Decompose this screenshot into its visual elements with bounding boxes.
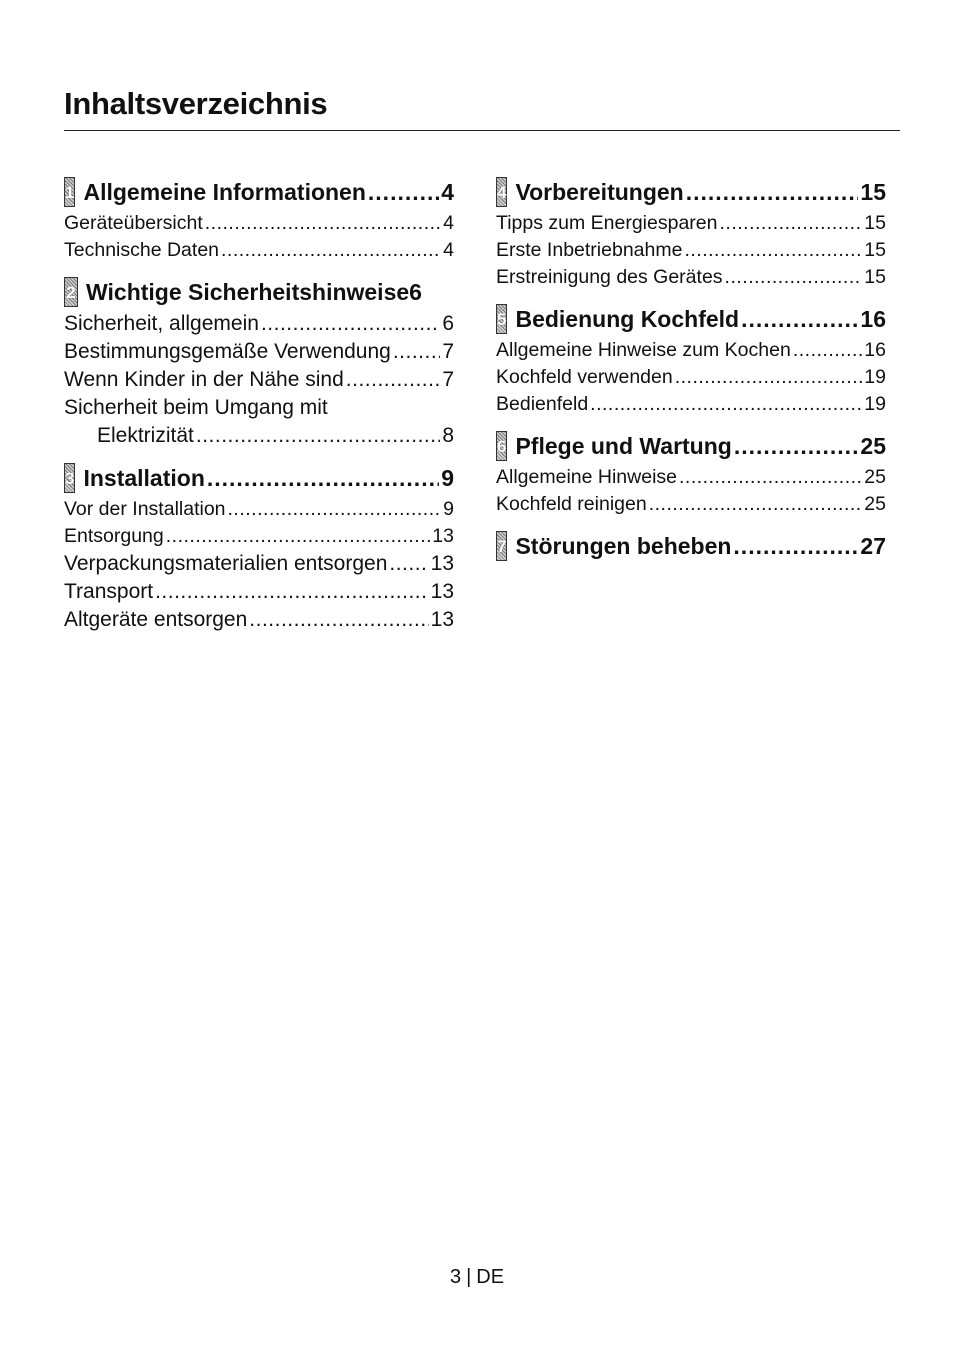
entry-page-number: 19: [864, 366, 886, 388]
entry-page-number: 4: [443, 212, 454, 234]
toc-entry[interactable]: [496, 491, 886, 518]
leader-dots: [228, 496, 442, 523]
entry-page-number: 7: [442, 368, 454, 391]
entry-label: Sicherheit, allgemein: [64, 312, 259, 335]
section-title: Vorbereitungen: [515, 179, 684, 205]
entry-label: Technische Daten: [64, 239, 220, 261]
toc-section-heading[interactable]: [64, 460, 454, 496]
toc-section-5: [496, 301, 886, 418]
footer-language: DE: [476, 1266, 505, 1288]
section-title: Installation: [83, 465, 205, 491]
leader-dots: [261, 310, 440, 338]
leader-dots: [590, 391, 862, 418]
entry-page-number: 16: [864, 339, 886, 361]
toc-section-4: [496, 174, 886, 291]
toc-entry[interactable]: [64, 606, 454, 634]
leader-dots: [221, 237, 441, 264]
toc-entry[interactable]: [64, 550, 454, 578]
toc-entry[interactable]: [496, 210, 886, 237]
section-page-number: 9: [441, 465, 454, 491]
entry-page-number: 25: [864, 493, 886, 515]
section-page-number: 25: [860, 433, 886, 459]
toc-section-1: [64, 174, 454, 264]
entry-label: Kochfeld verwenden: [496, 366, 673, 388]
leader-dots: [205, 210, 441, 237]
leader-dots: [733, 528, 858, 564]
toc-entry[interactable]: [496, 364, 886, 391]
section-number-badge: 4: [496, 177, 507, 207]
entry-label: Entsorgung: [64, 525, 164, 547]
entry-label: Tipps zum Energiesparen: [496, 212, 718, 234]
entry-page-number: 13: [430, 580, 454, 603]
leader-dots: [734, 428, 859, 464]
leader-dots: [679, 464, 862, 491]
toc-entry[interactable]: [64, 422, 454, 450]
entry-label: Elektrizität: [97, 424, 194, 447]
footer-separator: |: [466, 1266, 472, 1288]
entry-label: Vor der Installation: [64, 498, 226, 520]
toc-entry[interactable]: [64, 310, 454, 338]
entry-label: Erstreinigung des Gerätes: [496, 266, 723, 288]
leader-dots: [368, 174, 439, 210]
leader-dots: [393, 338, 440, 366]
leader-dots: [207, 460, 439, 496]
section-number-badge: 7: [496, 531, 507, 561]
entry-label: Transport: [64, 580, 154, 603]
leader-dots: [196, 422, 440, 450]
entry-label: Wenn Kinder in der Nähe sind: [64, 368, 344, 391]
section-title: Allgemeine Informationen: [83, 179, 366, 205]
leader-dots: [725, 264, 863, 291]
entry-page-number: 13: [430, 552, 454, 575]
toc-section-heading[interactable]: [64, 274, 454, 310]
leader-dots: [719, 210, 862, 237]
section-number-badge: 3: [64, 463, 75, 493]
entry-page-number: 9: [443, 498, 454, 520]
toc-entry[interactable]: [496, 337, 886, 364]
entry-page-number: 25: [864, 466, 886, 488]
toc-entry[interactable]: [496, 391, 886, 418]
section-page-number: 27: [860, 533, 886, 559]
leader-dots: [793, 337, 862, 364]
leader-dots: [649, 491, 863, 518]
entry-page-number: 7: [442, 340, 454, 363]
toc-entry[interactable]: [496, 237, 886, 264]
toc-section-heading[interactable]: [496, 428, 886, 464]
entry-page-number: 15: [864, 266, 886, 288]
leader-dots: [155, 578, 429, 606]
section-page-number: 6: [409, 279, 422, 305]
entry-page-number: 19: [864, 393, 886, 415]
entry-label: Bedienfeld: [496, 393, 589, 415]
entry-label: Erste Inbetriebnahme: [496, 239, 683, 261]
section-number-badge: 5: [496, 304, 507, 334]
section-page-number: 4: [441, 179, 454, 205]
page-title: Inhaltsverzeichnis: [64, 86, 328, 121]
toc-section-6: [496, 428, 886, 518]
toc-section-2: [64, 274, 454, 450]
leader-dots: [389, 550, 428, 578]
toc-column-right: [496, 174, 886, 574]
section-number-badge: 1: [64, 177, 75, 207]
leader-dots: [675, 364, 863, 391]
toc-entry[interactable]: [64, 210, 454, 237]
entry-page-number: 15: [864, 239, 886, 261]
leader-dots: [684, 237, 862, 264]
section-page-number: 15: [860, 179, 886, 205]
toc-entry[interactable]: [64, 237, 454, 264]
leader-dots: [741, 301, 858, 337]
footer-page-number: 3: [449, 1266, 462, 1288]
title-divider: [64, 130, 900, 131]
toc-entry[interactable]: [64, 366, 454, 394]
entry-label: Verpackungsmaterialien entsorgen: [64, 552, 388, 575]
toc-entry[interactable]: [496, 464, 886, 491]
entry-page-number: 8: [442, 424, 454, 447]
entry-label: Bestimmungsgemäße Verwendung: [64, 340, 391, 363]
section-title: Wichtige Sicherheitshinweise: [86, 279, 410, 305]
entry-page-number: 6: [442, 312, 454, 335]
entry-page-number: 4: [443, 239, 454, 261]
leader-dots: [249, 606, 428, 634]
entry-label: Kochfeld reinigen: [496, 493, 647, 515]
section-title: Pflege und Wartung: [515, 433, 732, 459]
toc-section-heading[interactable]: [496, 301, 886, 337]
section-title: Bedienung Kochfeld: [515, 306, 740, 332]
toc-section-heading[interactable]: [496, 528, 886, 564]
toc-section-3: [64, 460, 454, 634]
toc-section-7: [496, 528, 886, 564]
entry-label: Altgeräte entsorgen: [64, 608, 248, 631]
toc-entry[interactable]: [64, 523, 454, 550]
toc-entry[interactable]: [64, 496, 454, 523]
toc-entry-first-line[interactable]: Sicherheit beim Umgang mit: [64, 396, 328, 419]
leader-dots: [166, 523, 431, 550]
section-number-badge: 6: [496, 431, 507, 461]
section-title: Störungen beheben: [515, 533, 732, 559]
toc-entry[interactable]: [496, 264, 886, 291]
entry-label: Geräteübersicht: [64, 212, 203, 234]
toc-entry[interactable]: [64, 338, 454, 366]
toc-section-heading[interactable]: [64, 174, 454, 210]
entry-label: Allgemeine Hinweise zum Kochen: [496, 339, 791, 361]
leader-dots: [346, 366, 441, 394]
entry-label: Allgemeine Hinweise: [496, 466, 678, 488]
section-page-number: 16: [860, 306, 886, 332]
section-number-badge: 2: [64, 277, 78, 307]
entry-page-number: 13: [430, 608, 454, 631]
toc-section-heading[interactable]: [496, 174, 886, 210]
entry-page-number: 13: [432, 525, 454, 547]
toc-entry[interactable]: [64, 578, 454, 606]
entry-page-number: 15: [864, 212, 886, 234]
leader-dots: [686, 174, 859, 210]
page-footer: [0, 1266, 954, 1289]
toc-column-left: [64, 174, 454, 644]
